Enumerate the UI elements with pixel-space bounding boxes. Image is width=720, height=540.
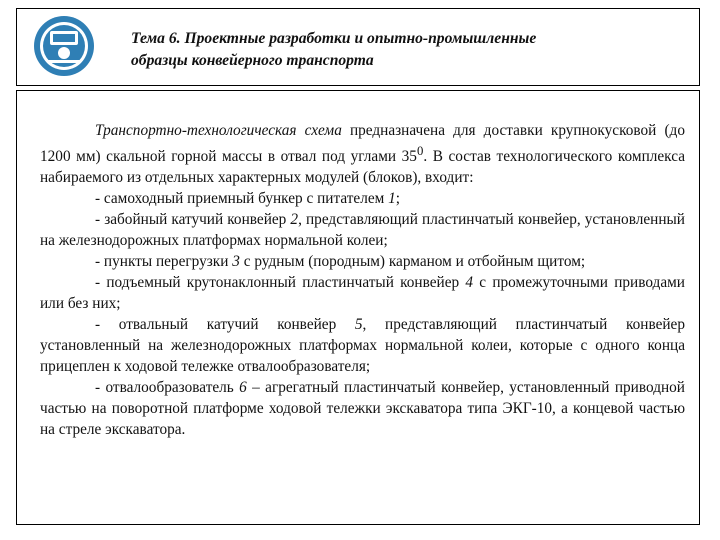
header-frame	[16, 8, 700, 86]
list-item: - отвальный катучий конвейер 5, представляющий пластинчатый конвейер установленный на железнодорожных платформах нормальной колеи, которые с одного конца прицеплен к ходовой тележке отвалообразователя;	[40, 316, 685, 376]
title-line-2: образцы конвейерного транспорта	[131, 52, 374, 69]
content-frame	[16, 90, 700, 525]
body-text	[40, 120, 685, 440]
intro-paragraph: Транспортно-технологическая схема предназначена для доставки крупнокусковой (до 1200 мм) скальной горной массы в отвал под углами $35^0$. В состав технологического комплекса набираемого из отдельных характерных модулей (блоков), входит:	[40, 122, 685, 187]
university-emblem-icon	[33, 15, 95, 77]
list-item: - пункты перегрузки 3 с рудным (породным) карманом и отбойным щитом;	[95, 253, 586, 271]
title-line-1: Тема 6. Проектные разработки и опытно-промышленные	[131, 30, 537, 47]
list-item: - самоходный приемный бункер с питателем 1;	[95, 190, 401, 208]
list-item: - забойный катучий конвейер 2, представляющий пластинчатый конвейер, установленный на железнодорожных платформах нормальной колеи;	[40, 211, 685, 250]
list-item: - подъемный крутонаклонный пластинчатый конвейер 4 с промежуточными приводами или без них;	[40, 274, 685, 313]
degree-superscript: 0	[416, 144, 424, 158]
list-item: - отвалообразователь 6 – агрегатный пластинчатый конвейер, установленный приводной частью на поворотной платформе ходовой тележки экскаватора типа ЭКГ-10, а концевой частью на стреле экскаватора.	[40, 379, 685, 439]
scheme-term: Транспортно-технологическая схема	[95, 122, 342, 139]
page-title	[131, 28, 691, 72]
